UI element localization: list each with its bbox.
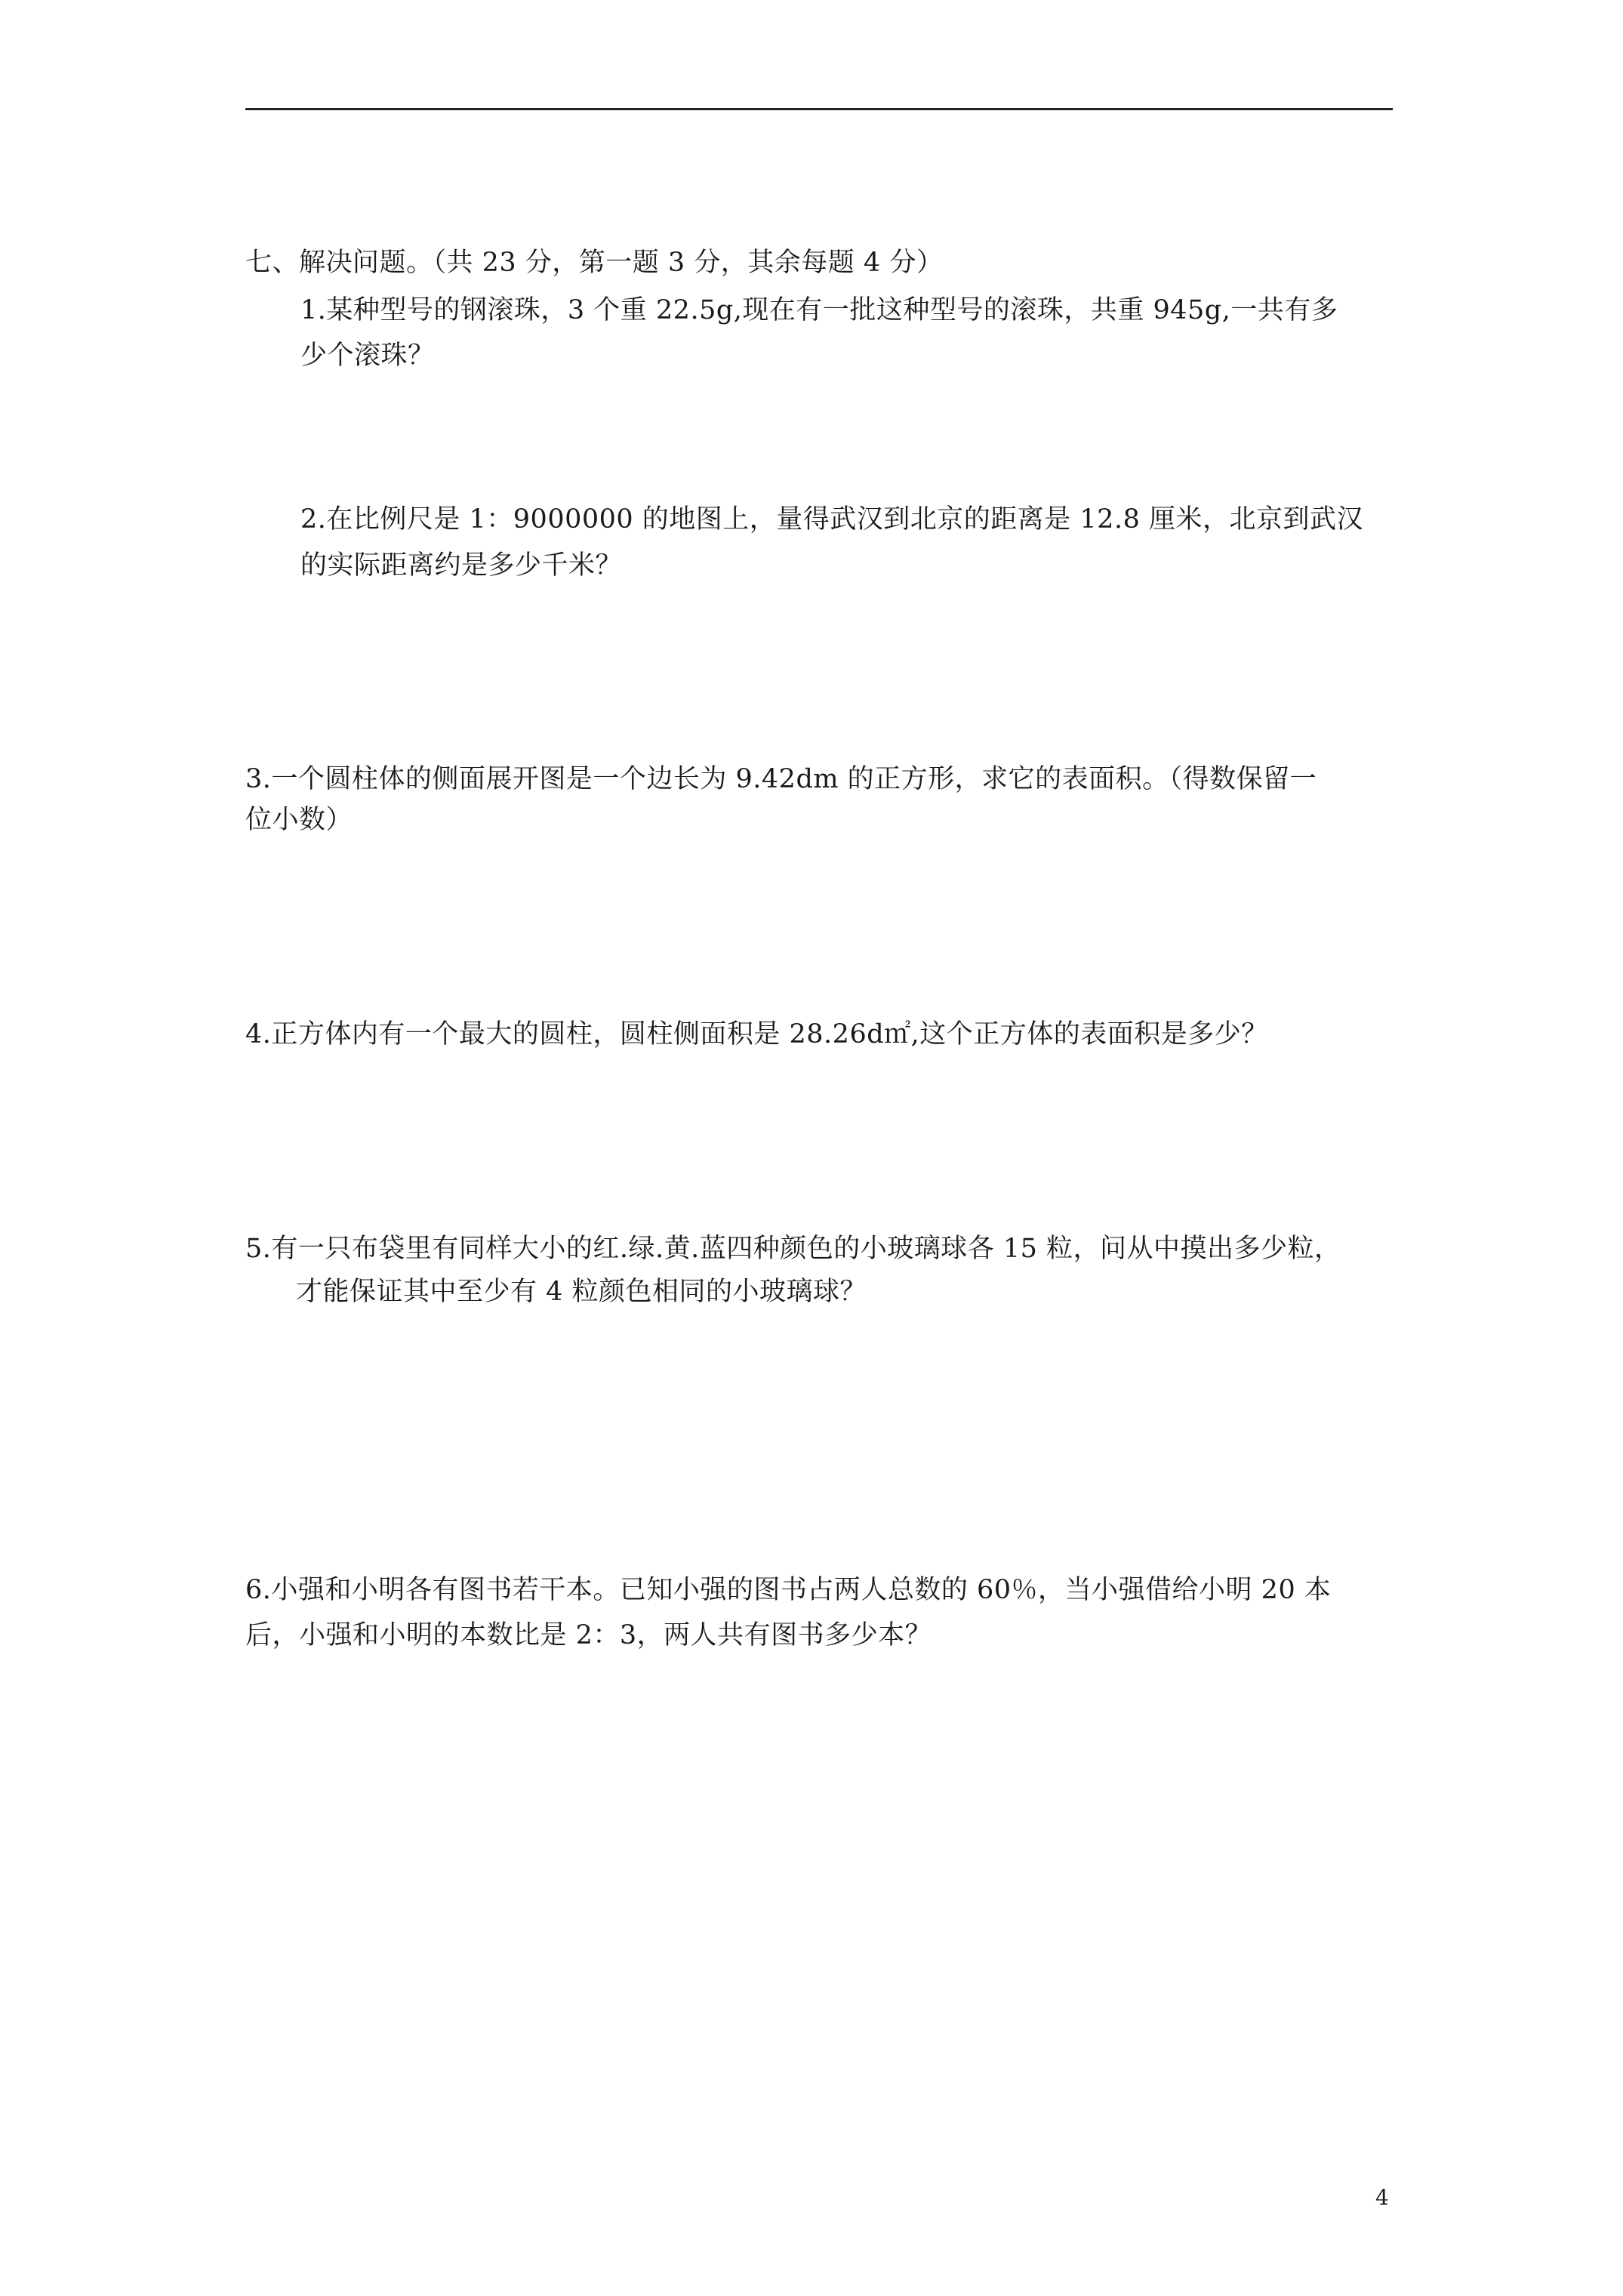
page-number: 4 — [1375, 2185, 1389, 2210]
problem-2-line-2: 的实际距离约是多少千米？ — [300, 550, 623, 581]
problem-4-line-1: 4.正方体内有一个最大的圆柱，圆柱侧面积是 28.26d㎡,这个正方体的表面积是多少？ — [245, 1019, 1268, 1049]
problem-5-line-2: 才能保证其中至少有 4 粒颜色相同的小玻璃球？ — [296, 1277, 867, 1307]
problem-3-line-2: 位小数） — [245, 805, 353, 835]
header-rule — [245, 108, 1393, 110]
section-title: 七、解决问题。（共 23 分，第一题 3 分，其余每题 4 分） — [245, 248, 944, 278]
problem-1-line-2: 少个滚珠？ — [300, 341, 435, 371]
problem-3-line-1: 3.一个圆柱体的侧面展开图是一个边长为 9.42dm 的正方形，求它的表面积。（得数保留一 — [245, 764, 1317, 794]
problem-6-line-1: 6.小强和小明各有图书若干本。已知小强的图书占两人总数的 60％，当小强借给小明 20 本 — [245, 1575, 1332, 1605]
problem-2-line-1: 2.在比例尺是 1：9000000 的地图上，量得武汉到北京的距离是 12.8 厘米，北京到武汉 — [300, 504, 1363, 535]
problem-5-line-1: 5.有一只布袋里有同样大小的红.绿.黄.蓝四种颜色的小玻璃球各 15 粒，问从中摸出多少粒， — [245, 1234, 1341, 1264]
problem-6-line-2: 后，小强和小明的本数比是 2：3，两人共有图书多少本？ — [245, 1620, 932, 1650]
problem-1-line-1: 1.某种型号的钢滚珠，3 个重 22.5g,现在有一批这种型号的滚珠，共重 945g,一共有多 — [300, 295, 1338, 325]
